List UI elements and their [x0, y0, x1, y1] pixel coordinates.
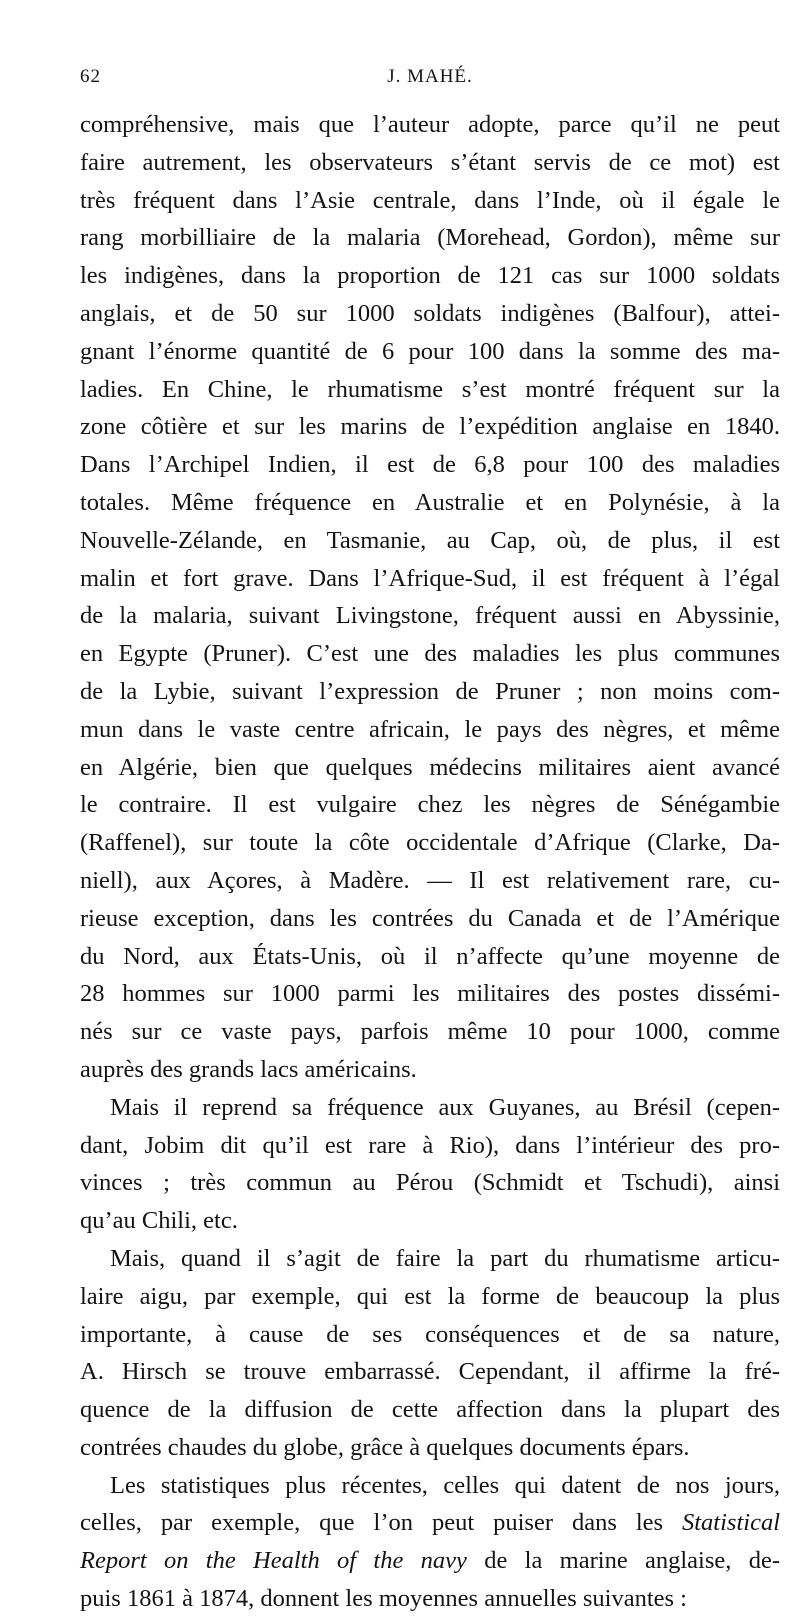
text-line: auprès des grands lacs américains. — [80, 1055, 417, 1083]
text-line: totales. Même fréquence en Australie et en Polynésie, à la — [80, 488, 780, 516]
text-line — [80, 1504, 780, 1542]
text-line: compréhensive, mais que l’auteur adopte, parce qu’il ne peut — [80, 111, 780, 138]
text-line: importante, à cause de ses conséquences et de sa nature, — [80, 1320, 780, 1348]
italic-title: Statistical — [682, 1509, 780, 1537]
paragraph — [80, 106, 780, 1089]
text-line: 28 hommes sur 1000 parmi les militaires des postes dissémi- — [80, 980, 780, 1008]
text-line: niell), aux Açores, à Madère. — Il est relativement rare, cu- — [80, 866, 780, 894]
text-line: nés sur ce vaste pays, parfois même 10 pour 1000, comme — [80, 1018, 780, 1046]
page-number: 62 — [80, 66, 101, 87]
text-line: faire autrement, les observateurs s’étant servis de ce mot) est — [80, 148, 780, 176]
text-segment: celles, par exemple, que l’on peut puiser dans les — [80, 1509, 682, 1537]
paragraph — [80, 1089, 780, 1240]
text-line: Mais il reprend sa fréquence aux Guyanes, au Brésil (cepen- — [110, 1093, 780, 1121]
text-line: le contraire. Il est vulgaire chez les nègres de Sénégambie — [80, 791, 780, 819]
text-line: vinces ; très commun au Pérou (Schmidt et Tschudi), ainsi — [80, 1169, 780, 1197]
text-line: (Raffenel), sur toute la côte occidentale d’Afrique (Clarke, Da- — [80, 829, 780, 857]
text-line: Mais, quand il s’agit de faire la part du rhumatisme articu- — [110, 1244, 780, 1272]
text-line: qu’au Chili, etc. — [80, 1207, 238, 1235]
text-segment: de la marine anglaise, de- — [466, 1547, 780, 1575]
text-line: mun dans le vaste centre africain, le pays des nègres, et même — [80, 715, 780, 743]
text-line: du Nord, aux États-Unis, où il n’affecte qu’une moyenne de — [80, 942, 780, 970]
text-line: très fréquent dans l’Asie centrale, dans l’Inde, où il égale le — [80, 186, 780, 214]
text-segment: puis 1861 à 1874, donnent les moyennes annuelles suivantes : — [80, 1585, 687, 1613]
text-line: les indigènes, dans la proportion de 121 cas sur 1000 soldats — [80, 262, 780, 290]
italic-title: Report on the Health of the navy — [80, 1547, 467, 1575]
text-line — [80, 1542, 780, 1580]
text-line: de la malaria, suivant Livingstone, fréquent aussi en Abyssinie, — [80, 602, 780, 630]
paragraph — [80, 1240, 780, 1467]
text-line — [80, 1467, 780, 1505]
text-segment: Les statistiques plus récentes, celles qui datent de nos jours, — [110, 1471, 780, 1499]
text-line: contrées chaudes du globe, grâce à quelques documents épars. — [80, 1433, 690, 1461]
body-text — [80, 106, 780, 1618]
text-line: laire aigu, par exemple, qui est la forme de beaucoup la plus — [80, 1282, 780, 1310]
running-title: J. MAHÉ. — [387, 66, 473, 87]
text-line: Nouvelle-Zélande, en Tasmanie, au Cap, où, de plus, il est — [80, 526, 780, 554]
text-line: quence de la diffusion de cette affection dans la plupart des — [80, 1396, 780, 1424]
text-line: en Algérie, bien que quelques médecins militaires aient avancé — [80, 753, 780, 781]
paragraph — [80, 1467, 780, 1618]
text-line: zone côtière et sur les marins de l’expédition anglaise en 1840. — [80, 413, 780, 441]
text-line: rang morbilliaire de la malaria (Morehead, Gordon), même sur — [80, 224, 780, 252]
text-line: dant, Jobim dit qu’il est rare à Rio), dans l’intérieur des pro- — [80, 1131, 780, 1159]
text-line: gnant l’énorme quantité de 6 pour 100 dans la somme des ma- — [80, 337, 780, 365]
text-line: anglais, et de 50 sur 1000 soldats indigènes (Balfour), attei- — [80, 299, 780, 327]
text-line: ladies. En Chine, le rhumatisme s’est montré fréquent sur la — [80, 375, 780, 403]
text-line: malin et fort grave. Dans l’Afrique-Sud, il est fréquent à l’égal — [80, 564, 780, 592]
text-line: rieuse exception, dans les contrées du Canada et de l’Amérique — [80, 904, 780, 932]
page-header — [80, 66, 780, 96]
text-line: Dans l’Archipel Indien, il est de 6,8 pour 100 des maladies — [80, 451, 780, 479]
text-line — [80, 1580, 780, 1618]
text-line: en Egypte (Pruner). C’est une des maladies les plus communes — [80, 640, 780, 668]
text-line: A. Hirsch se trouve embarrassé. Cependant, il affirme la fré- — [80, 1358, 780, 1386]
text-line: de la Lybie, suivant l’expression de Pruner ; non moins com- — [80, 677, 780, 705]
